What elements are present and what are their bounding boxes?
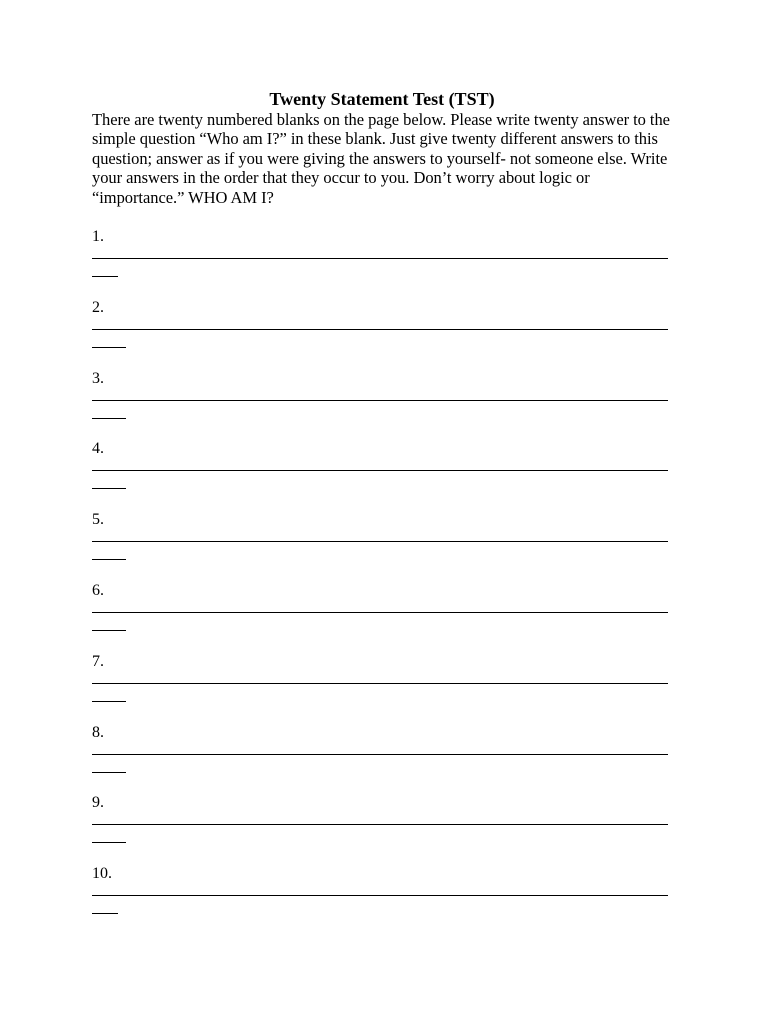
answer-blank-line-continuation xyxy=(92,347,126,348)
answer-item-3 xyxy=(92,369,672,440)
answer-item-7 xyxy=(92,652,672,723)
answer-blank-line-continuation xyxy=(92,913,118,914)
answer-item-1 xyxy=(92,227,672,298)
document-page xyxy=(92,88,672,935)
instructions-paragraph: There are twenty numbered blanks on the page below. Please write twenty answer to the simple question “Who am I?” in these blank. Just give twenty different answers to this question; answer as if you were giving the answers to yourself- not someone else. Write your answers in the order that they occur to you. Don’t worry about logic or “importance.” WHO AM I? xyxy=(92,110,670,207)
answer-blank-line xyxy=(92,400,668,401)
answer-blank-line xyxy=(92,683,668,684)
answer-item-6 xyxy=(92,581,672,652)
answer-blank-line-continuation xyxy=(92,559,126,560)
document-title: Twenty Statement Test (TST) xyxy=(269,89,495,109)
answer-blank-line-continuation xyxy=(92,842,126,843)
answer-blank-line-continuation xyxy=(92,418,126,419)
answer-blank-line xyxy=(92,754,668,755)
answer-item-9 xyxy=(92,793,672,864)
answer-blank-line xyxy=(92,329,668,330)
answer-blank-line-continuation xyxy=(92,276,118,277)
answer-number: 8. xyxy=(92,723,104,741)
answer-number: 5. xyxy=(92,511,104,529)
answer-blank-line-continuation xyxy=(92,772,126,773)
answer-number: 10. xyxy=(92,865,112,883)
answer-blank-line-continuation xyxy=(92,701,126,702)
answer-item-4 xyxy=(92,439,672,510)
answer-blank-line xyxy=(92,612,668,613)
answer-blank-line xyxy=(92,541,668,542)
answer-number: 6. xyxy=(92,582,104,600)
answer-blank-line xyxy=(92,824,668,825)
answer-number: 4. xyxy=(92,440,104,458)
answer-blank-line-continuation xyxy=(92,630,126,631)
answer-blank-line-continuation xyxy=(92,488,126,489)
answer-number: 7. xyxy=(92,652,104,670)
answer-number: 1. xyxy=(92,228,104,246)
answer-blank-line xyxy=(92,258,668,259)
answer-item-10 xyxy=(92,864,672,935)
answer-blank-line xyxy=(92,895,668,896)
answer-number: 3. xyxy=(92,369,104,387)
answer-item-8 xyxy=(92,723,672,794)
answer-list xyxy=(92,227,672,935)
answer-blank-line xyxy=(92,470,668,471)
answer-item-5 xyxy=(92,510,672,581)
answer-item-2 xyxy=(92,298,672,369)
answer-number: 2. xyxy=(92,298,104,316)
answer-number: 9. xyxy=(92,794,104,812)
